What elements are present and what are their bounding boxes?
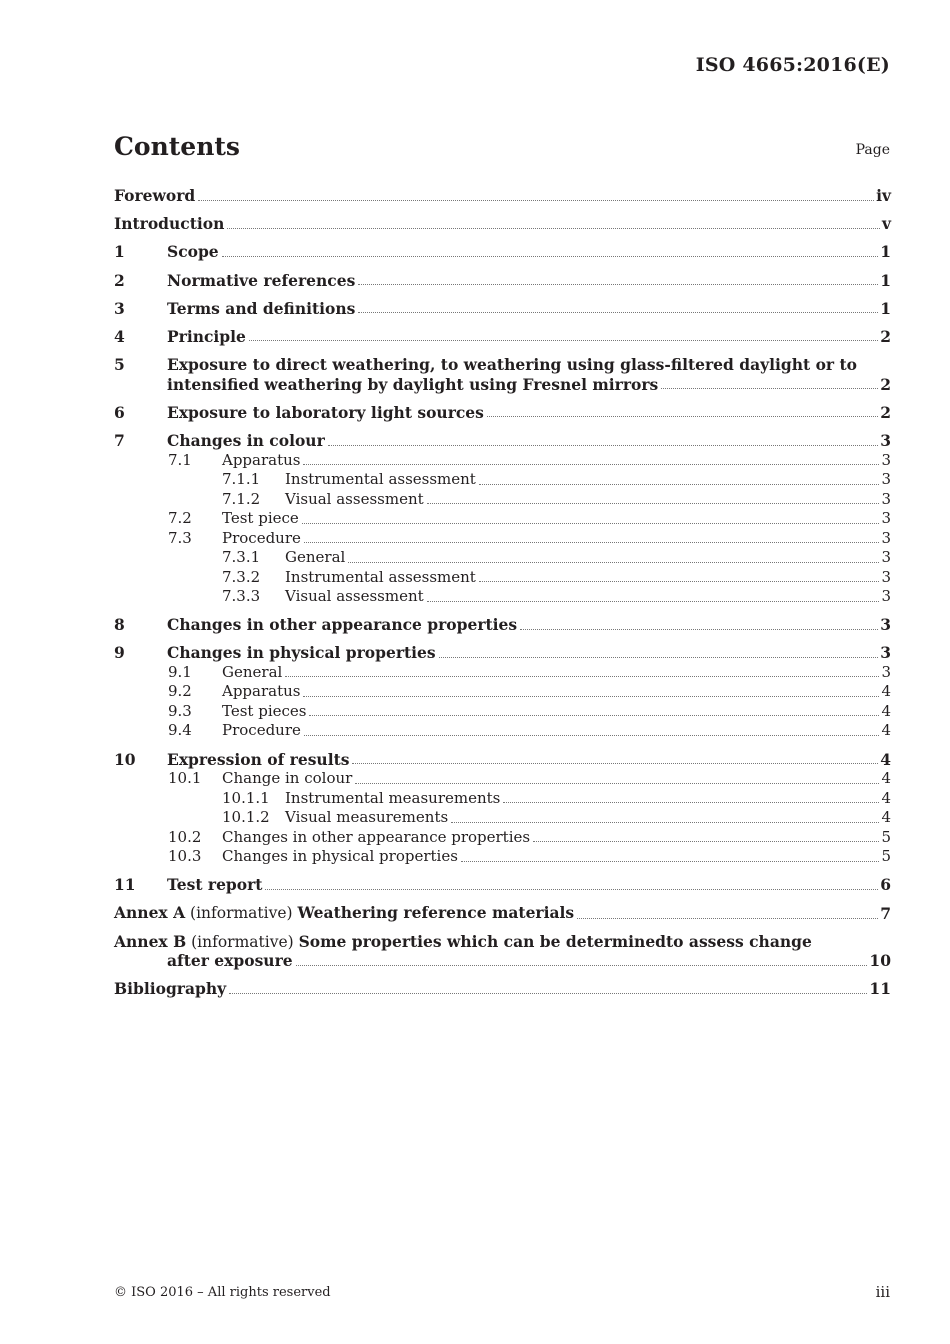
- toc-entry[interactable]: [114, 271, 891, 291]
- toc-entry-page: 1: [880, 270, 891, 290]
- toc-entry-line: [285, 587, 891, 607]
- toc-entry-title-group: [167, 327, 246, 347]
- toc-entry-title-group: [167, 271, 355, 291]
- toc-entry[interactable]: [114, 951, 891, 971]
- toc-entry-page: 4: [881, 721, 891, 740]
- toc-entry[interactable]: [114, 299, 891, 319]
- toc-entry-title-group: [222, 847, 458, 867]
- toc-entry-line: [167, 242, 891, 262]
- toc-entry[interactable]: [114, 242, 891, 262]
- toc-entry-title-group: [222, 509, 299, 529]
- dot-leader: [661, 387, 878, 389]
- toc-entry-title-group: [285, 548, 345, 568]
- toc-entry-title-group: [222, 769, 352, 789]
- toc-entry-page: 3: [881, 489, 891, 508]
- toc-entry-page: iv: [876, 186, 891, 205]
- dot-leader: [577, 917, 878, 919]
- toc-entry-page: 5: [881, 827, 891, 846]
- toc-entry-title: Instrumental measurements: [285, 788, 501, 807]
- toc-entry-number: 7.1.1: [222, 470, 261, 488]
- toc-entry-title: Some properties which can be determinedto assess change: [298, 931, 812, 951]
- toc-entry-number: 9.1: [168, 662, 192, 681]
- dot-leader: [303, 695, 879, 697]
- toc-entry-line: [167, 615, 891, 635]
- dot-leader: [249, 339, 878, 341]
- toc-entry-number: 5: [114, 355, 125, 375]
- toc-entry[interactable]: [114, 769, 891, 789]
- toc-entry[interactable]: [114, 470, 891, 490]
- toc-entry-line: [222, 721, 891, 741]
- toc-entry-number: 2: [114, 270, 125, 290]
- toc-entry-page: v: [881, 214, 891, 234]
- toc-entry[interactable]: [114, 615, 891, 635]
- toc-entry-number: 7.1: [168, 450, 192, 469]
- toc-entry[interactable]: [114, 327, 891, 347]
- toc-entry-title-group: [167, 431, 325, 451]
- toc-entry-page: 3: [880, 643, 891, 663]
- toc-entry-page: 7: [880, 904, 891, 924]
- toc-entry-page: 4: [881, 701, 891, 720]
- toc-entry-page: 5: [881, 847, 891, 866]
- toc-entry[interactable]: [114, 979, 891, 999]
- toc-entry-line: [167, 951, 891, 971]
- toc-entry-title-group: [167, 875, 262, 895]
- toc-entry-title: Foreword: [114, 186, 196, 205]
- toc-entry-title-group: [167, 299, 355, 319]
- toc-entry-number: 7.3.1: [222, 548, 261, 566]
- dot-leader: [328, 444, 878, 446]
- toc-entry-line: [222, 828, 891, 848]
- toc-entry-page: 2: [880, 374, 891, 394]
- toc-entry-number: 9.2: [168, 682, 192, 701]
- toc-entry-line: [167, 643, 891, 663]
- toc-entry-number: 10.1.1: [222, 788, 270, 807]
- toc-entry-number: 9: [114, 643, 125, 663]
- contents-heading: Contents: [114, 132, 241, 161]
- table-of-contents: [114, 186, 891, 999]
- toc-entry-title: Procedure: [222, 721, 301, 740]
- toc-entry-line: [114, 932, 891, 953]
- toc-entry-page: 3: [881, 587, 891, 605]
- toc-entry-title: Expression of results: [167, 749, 350, 769]
- toc-entry-title: Instrumental assessment: [285, 567, 476, 586]
- toc-entry-title-group: [114, 214, 224, 234]
- toc-entry[interactable]: [114, 828, 891, 848]
- toc-entry-line: [222, 769, 891, 789]
- dot-leader: [352, 762, 878, 764]
- toc-entry-number: 9.4: [168, 721, 192, 740]
- toc-entry-line: [222, 509, 891, 529]
- toc-entry[interactable]: [114, 750, 891, 770]
- dot-leader: [520, 628, 878, 630]
- toc-entry[interactable]: [114, 903, 891, 923]
- toc-entry[interactable]: [114, 509, 891, 529]
- toc-entry-page: 3: [880, 431, 891, 450]
- toc-entry-title: Test report: [167, 875, 263, 895]
- toc-entry-number: 6: [114, 402, 125, 422]
- toc-entry-title-group: [167, 750, 349, 770]
- toc-entry-title: Procedure: [222, 528, 301, 547]
- toc-entry-page: 3: [881, 509, 891, 527]
- toc-entry-line: [167, 355, 891, 375]
- toc-entry[interactable]: [114, 932, 891, 952]
- toc-entry-line: [222, 702, 891, 722]
- toc-entry-title-group: [285, 587, 424, 607]
- toc-entry[interactable]: [114, 186, 891, 206]
- toc-entry-number: 8: [114, 615, 125, 635]
- toc-entry-title: Bibliography: [114, 979, 227, 999]
- dot-leader: [358, 311, 878, 313]
- toc-entry-title-group: [167, 355, 857, 375]
- toc-entry[interactable]: [114, 548, 891, 568]
- toc-entry-line: [285, 789, 891, 809]
- toc-entry-page: 3: [880, 615, 891, 635]
- toc-entry-line: [285, 568, 891, 588]
- toc-entry-number: 3: [114, 298, 125, 318]
- toc-entry-title-group: [285, 808, 448, 828]
- toc-entry[interactable]: [114, 721, 891, 741]
- annex-note: (informative): [185, 904, 298, 923]
- dot-leader: [309, 714, 879, 716]
- dot-leader: [304, 541, 880, 543]
- toc-entry-line: [114, 903, 891, 924]
- toc-entry-page: 4: [880, 749, 891, 769]
- toc-entry-title: Apparatus: [222, 682, 301, 701]
- toc-entry-number: 7: [114, 431, 125, 450]
- toc-entry-title: Instrumental assessment: [285, 470, 476, 488]
- toc-entry-page: 3: [881, 662, 891, 681]
- toc-entry-page: 1: [880, 298, 891, 318]
- dot-leader: [296, 964, 868, 966]
- toc-entry-title: Scope: [167, 242, 219, 262]
- toc-entry-line: [114, 979, 891, 999]
- dot-leader: [348, 561, 879, 563]
- toc-entry[interactable]: [114, 355, 891, 375]
- toc-entry-number: 7.3: [168, 528, 192, 547]
- toc-entry[interactable]: [114, 451, 891, 471]
- toc-entry-page: 3: [881, 470, 891, 488]
- toc-entry[interactable]: [114, 682, 891, 702]
- dot-leader: [303, 463, 879, 465]
- toc-entry-number: 9.3: [168, 701, 192, 720]
- toc-entry-page: 2: [880, 326, 891, 346]
- toc-entry-title: Changes in physical properties: [167, 643, 436, 663]
- toc-entry-line: [285, 470, 891, 490]
- toc-entry[interactable]: [114, 375, 891, 395]
- toc-entry-title: Introduction: [114, 214, 225, 234]
- toc-entry[interactable]: [114, 568, 891, 588]
- dot-leader: [461, 860, 880, 862]
- dot-leader: [427, 502, 880, 504]
- toc-entry-line: [222, 663, 891, 683]
- toc-entry-line: [167, 403, 891, 423]
- toc-entry-line: [114, 186, 891, 206]
- toc-entry[interactable]: [114, 643, 891, 663]
- toc-entry-number: 10.1: [168, 769, 202, 788]
- toc-entry-number: 7.1.2: [222, 489, 261, 508]
- toc-entry-line: [222, 529, 891, 549]
- toc-entry-title-group: [285, 568, 476, 588]
- page-number: iii: [875, 1283, 890, 1301]
- toc-entry-page: 3: [881, 548, 891, 566]
- toc-entry-title: Visual assessment: [285, 489, 424, 508]
- toc-entry-line: [167, 875, 891, 895]
- toc-entry-title: Visual assessment: [285, 587, 424, 605]
- toc-entry[interactable]: [114, 587, 891, 607]
- toc-entry-number: 7.3.3: [222, 587, 261, 605]
- toc-entry-number: 4: [114, 326, 125, 346]
- toc-entry[interactable]: [114, 490, 891, 510]
- toc-entry-title-group: [222, 663, 282, 683]
- toc-entry-title: Visual measurements: [285, 808, 449, 827]
- toc-entry-line: [167, 271, 891, 291]
- toc-entry-title: Test piece: [222, 509, 299, 527]
- toc-entry-line: [167, 375, 891, 395]
- toc-entry-title: Terms and definitions: [167, 298, 356, 318]
- dot-leader: [198, 199, 874, 201]
- toc-entry-page: 4: [881, 788, 891, 807]
- toc-entry-title-group: [222, 828, 530, 848]
- toc-entry-title-group: [114, 932, 812, 953]
- toc-entry-line: [222, 682, 891, 702]
- toc-entry[interactable]: [114, 529, 891, 549]
- toc-entry-title: Changes in other appearance properties: [167, 615, 518, 635]
- dot-leader: [302, 522, 880, 524]
- toc-entry-title: Principle: [167, 326, 246, 346]
- dot-leader: [503, 801, 879, 803]
- dot-leader: [487, 415, 878, 417]
- toc-entry-page: 10: [869, 951, 891, 971]
- toc-entry-page: 3: [881, 528, 891, 547]
- toc-entry-line: [167, 431, 891, 451]
- toc-entry-line: [167, 299, 891, 319]
- toc-entry[interactable]: [114, 403, 891, 423]
- toc-entry-title: General: [285, 548, 346, 566]
- toc-entry-title: Exposure to laboratory light sources: [167, 402, 484, 422]
- toc-entry-page: 1: [880, 242, 891, 262]
- toc-entry-title: Changes in physical properties: [222, 847, 458, 866]
- toc-entry-line: [167, 750, 891, 770]
- toc-entry-number: 11: [114, 875, 136, 895]
- toc-entry-number: 10.2: [168, 827, 202, 846]
- toc-entry-line: [285, 548, 891, 568]
- toc-entry-page: 4: [881, 682, 891, 701]
- toc-entry[interactable]: [114, 847, 891, 867]
- toc-entry-line: [114, 214, 891, 234]
- toc-entry-number: 10: [114, 749, 136, 769]
- toc-entry-title: Exposure to direct weathering, to weathering using glass-filtered daylight or to: [167, 355, 857, 375]
- toc-entry-title: Apparatus: [222, 450, 301, 469]
- toc-entry-title: Weathering reference materials: [297, 903, 575, 923]
- toc-entry-title: Change in colour: [222, 769, 353, 788]
- toc-entry-title: Changes in colour: [167, 431, 325, 450]
- toc-entry-line: [222, 847, 891, 867]
- dot-leader: [479, 483, 880, 485]
- toc-entry[interactable]: [114, 702, 891, 722]
- toc-entry-title-group: [222, 702, 306, 722]
- toc-entry-title-group: [167, 375, 658, 395]
- dot-leader: [358, 283, 878, 285]
- toc-entry-title: after exposure: [167, 951, 293, 971]
- toc-entry-title-group: [285, 789, 500, 809]
- dot-leader: [355, 782, 879, 784]
- toc-entry-title-group: [285, 490, 424, 510]
- dot-leader: [265, 888, 878, 890]
- toc-entry-title-group: [167, 951, 293, 971]
- toc-entry-page: 11: [869, 979, 891, 999]
- toc-entry-line: [167, 327, 891, 347]
- toc-entry-number: 10.1.2: [222, 808, 270, 827]
- document-id: ISO 4665:2016(E): [695, 54, 890, 76]
- toc-entry-page: 4: [881, 808, 891, 827]
- toc-entry[interactable]: [114, 663, 891, 683]
- dot-leader: [304, 734, 880, 736]
- toc-entry-number: 7.2: [168, 509, 192, 527]
- toc-entry-title: Changes in other appearance properties: [222, 827, 531, 846]
- toc-entry-title: Normative references: [167, 270, 356, 290]
- dot-leader: [451, 821, 879, 823]
- toc-entry-title-group: [222, 529, 301, 549]
- toc-entry[interactable]: [114, 214, 891, 234]
- dot-leader: [222, 255, 879, 257]
- dot-leader: [533, 840, 879, 842]
- toc-entry-title-group: [114, 186, 195, 206]
- toc-entry-page: 2: [880, 402, 891, 422]
- toc-entry-title-group: [167, 242, 219, 262]
- dot-leader: [439, 656, 879, 658]
- dot-leader: [229, 992, 867, 994]
- toc-entry-title-group: [114, 903, 574, 924]
- toc-entry-line: [222, 451, 891, 471]
- toc-entry-page: 3: [881, 450, 891, 469]
- page-column-label: Page: [855, 142, 890, 158]
- dot-leader: [427, 600, 880, 602]
- dot-leader: [227, 227, 880, 229]
- toc-entry-title-group: [222, 721, 301, 741]
- toc-entry-title-group: [222, 451, 300, 471]
- toc-entry-title: intensified weathering by daylight using Fresnel mirrors: [167, 374, 659, 394]
- toc-entry-number: 10.3: [168, 847, 202, 866]
- toc-entry-page: 4: [881, 769, 891, 788]
- annex-label: Annex B: [114, 931, 187, 951]
- annex-label: Annex A: [114, 903, 186, 923]
- toc-entry[interactable]: [114, 431, 891, 451]
- toc-entry-title: Test pieces: [222, 701, 307, 720]
- toc-entry-line: [285, 490, 891, 510]
- toc-entry[interactable]: [114, 875, 891, 895]
- toc-entry-title-group: [285, 470, 476, 490]
- dot-leader: [285, 675, 879, 677]
- toc-entry-title-group: [222, 682, 300, 702]
- annex-note: (informative): [186, 932, 299, 951]
- toc-entry[interactable]: [114, 789, 891, 809]
- toc-entry-title-group: [114, 979, 226, 999]
- toc-entry-title-group: [167, 615, 517, 635]
- toc-entry-page: 3: [881, 567, 891, 586]
- dot-leader: [479, 580, 880, 582]
- toc-entry-title: General: [222, 662, 283, 681]
- toc-entry-number: 7.3.2: [222, 567, 261, 586]
- toc-entry-title-group: [167, 643, 436, 663]
- toc-entry-page: 6: [880, 875, 891, 895]
- toc-entry[interactable]: [114, 808, 891, 828]
- copyright-notice: © ISO 2016 – All rights reserved: [114, 1285, 331, 1300]
- toc-entry-title-group: [167, 403, 484, 423]
- toc-entry-line: [285, 808, 891, 828]
- toc-entry-number: 1: [114, 242, 125, 262]
